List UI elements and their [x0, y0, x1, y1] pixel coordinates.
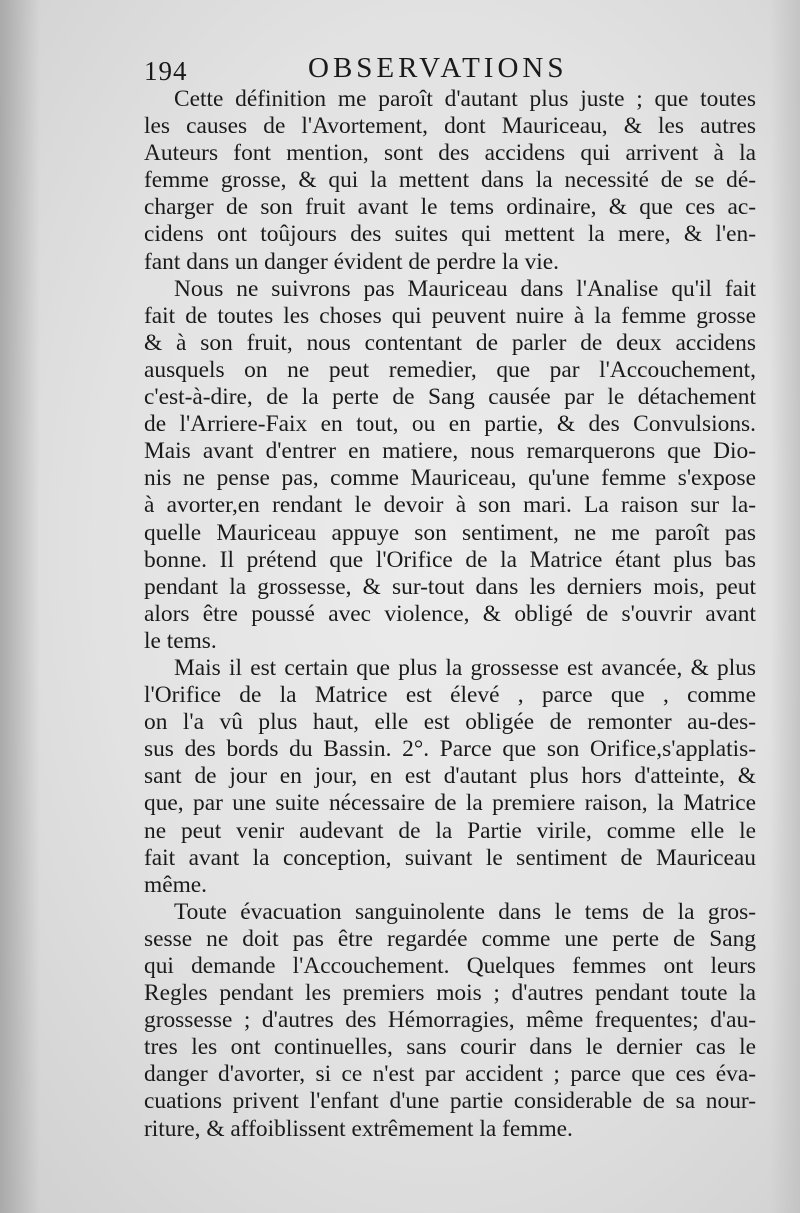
- paragraph: [144, 276, 756, 655]
- page-number: 194: [144, 56, 188, 86]
- text-line: alors être poussé avec violence, & obligé de s'ouvrir avant: [144, 600, 756, 627]
- text-line: les causes de l'Avortement, dont Mauriceau, & les autres: [144, 113, 756, 140]
- text-line: danger d'avorter, si ce n'est par accident ; parce que ces éva-: [144, 1061, 756, 1088]
- text-line: nis ne pense pas, comme Mauriceau, qu'une femme s'expose: [144, 465, 756, 492]
- text-line: femme grosse, & qui la mettent dans la necessité de se dé-: [144, 167, 756, 194]
- text-line: sesse ne doit pas être regardée comme une perte de Sang: [144, 925, 756, 952]
- text-line: Mais avant d'entrer en matiere, nous remarquerons que Dio-: [144, 438, 756, 465]
- running-head: OBSERVATIONS: [308, 52, 568, 84]
- text-line: Auteurs font mention, sont des accidens qui arrivent à la: [144, 140, 756, 167]
- text-line: de l'Arriere-Faix en tout, ou en partie, & des Convulsions.: [144, 411, 756, 438]
- gutter-shadow: [0, 0, 40, 1213]
- text-line: que, par une suite nécessaire de la premiere raison, la Matrice: [144, 790, 756, 817]
- text-line: à avorter,en rendant le devoir à son mari. La raison sur la-: [144, 492, 756, 519]
- text-line: riture, & affoiblissent extrêmement la femme.: [144, 1115, 573, 1142]
- text-line: sant de jour en jour, en est d'autant plus hors d'atteinte, &: [144, 763, 756, 790]
- text-line: le tems.: [144, 627, 217, 654]
- text-line: charger de son fruit avant le tems ordinaire, & que ces ac-: [144, 194, 756, 221]
- text-line: Mais il est certain que plus la grossesse est avancée, & plus: [174, 654, 756, 681]
- text-line: Regles pendant les premiers mois ; d'autres pendant toute la: [144, 980, 756, 1007]
- paragraph: [144, 655, 756, 899]
- text-line: on l'a vû plus haut, elle est obligée de remonter au-des-: [144, 709, 756, 736]
- text-line: c'est-à-dire, de la perte de Sang causée par le détachement: [144, 384, 756, 411]
- text-line: & à son fruit, nous contentant de parler de deux accidens: [144, 329, 756, 356]
- text-line: fait avant la conception, suivant le sentiment de Mauriceau: [144, 844, 756, 871]
- text-line: fait de toutes les choses qui peuvent nuire à la femme grosse: [144, 302, 756, 329]
- text-line: Nous ne suivrons pas Mauriceau dans l'Analise qu'il fait: [174, 275, 756, 302]
- text-line: cidens ont toûjours des suites qui mettent la mere, & l'en-: [144, 221, 756, 248]
- text-line: cuations privent l'enfant d'une partie considerable de sa nour-: [144, 1088, 756, 1115]
- text-line: pendant la grossesse, & sur-tout dans les derniers mois, peut: [144, 573, 756, 600]
- text-line: ausquels on ne peut remedier, que par l'Accouchement,: [144, 356, 756, 383]
- text-line: ne peut venir audevant de la Partie virile, comme elle le: [144, 817, 756, 844]
- text-line: bonne. Il prétend que l'Orifice de la Matrice étant plus bas: [144, 546, 756, 573]
- text-line: tres les ont continuelles, sans courir dans le dernier cas le: [144, 1034, 756, 1061]
- text-line: même.: [144, 871, 207, 898]
- text-line: sus des bords du Bassin. 2°. Parce que son Orifice,s'applatis-: [144, 736, 756, 763]
- text-line: fant dans un danger évident de perdre la vie.: [144, 248, 560, 275]
- text-line: Toute évacuation sanguinolente dans le tems de la gros-: [174, 898, 756, 925]
- page-edge-shadow: [770, 0, 800, 1213]
- text-line: Cette définition me paroît d'autant plus juste ; que toutes: [174, 86, 756, 112]
- paragraph: [144, 86, 756, 276]
- body-text: [144, 86, 756, 1143]
- text-line: quelle Mauriceau appuye son sentiment, ne me paroît pas: [144, 519, 756, 546]
- text-line: qui demande l'Accouchement. Quelques femmes ont leurs: [144, 953, 756, 979]
- text-line: grossesse ; d'autres des Hémorragies, même frequentes; d'au-: [144, 1007, 756, 1034]
- paragraph: [144, 899, 756, 1143]
- text-line: l'Orifice de la Matrice est élevé , parce que , comme: [144, 682, 756, 709]
